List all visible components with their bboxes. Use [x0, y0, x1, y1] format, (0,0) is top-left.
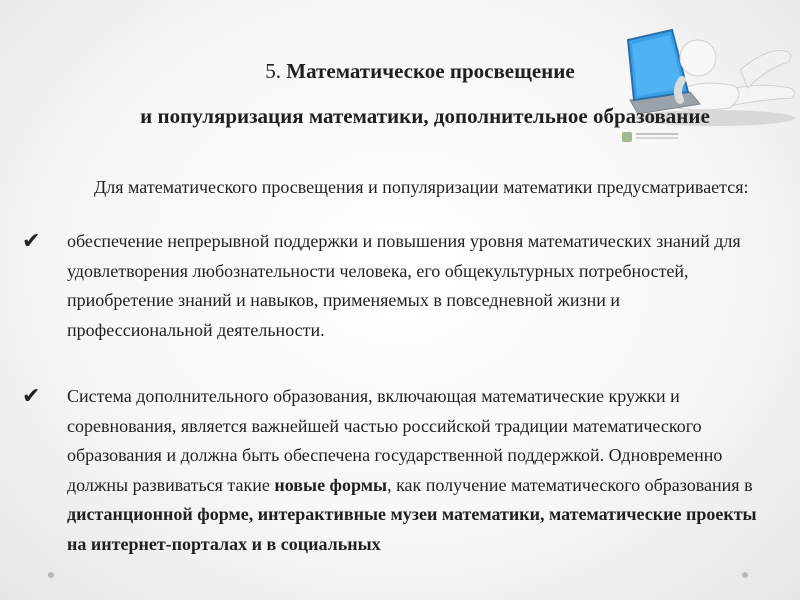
- bullet-text-1: обеспечение непрерывной поддержки и повышения уровня математических знаний для удовлетворения любознательности человека, его общекультурных потребностей, приобретение знаний и навыков, применяемых в повседневной жизни и профессиональной деятельности.: [67, 231, 741, 340]
- title-number: 5.: [265, 59, 282, 83]
- title-text: Математическое просвещение: [286, 59, 575, 83]
- checkmark-icon: ✔: [22, 384, 41, 409]
- bullet-2-part-1: Система дополнительного образования, включающая математические кружки и соревнования, является важнейшей частью российской традиции математического образования и должна быть обеспечена государственной поддержкой. Одновременно должны развиваться такие: [67, 386, 723, 495]
- bullet-2-bold-1: новые формы: [274, 474, 388, 495]
- intro-paragraph: Для математического просвещения и популяризации математики предусматривается:: [94, 177, 749, 197]
- slide-subtitle: и популяризация математики, дополнительное образование: [140, 104, 710, 128]
- decorative-dot: [742, 572, 748, 578]
- watermark-logo: [622, 130, 680, 146]
- checkmark-icon: ✔: [22, 229, 41, 254]
- slide-title: [0, 58, 800, 84]
- watermark-icon: [622, 132, 632, 142]
- bullet-2-bold-2: дистанционной форме, интерактивные музеи математики, математические проекты на интернет-порталах и в социальных: [67, 504, 757, 554]
- bullet-2-part-2: , как получение математического образования в: [387, 474, 753, 495]
- decorative-dot: [48, 572, 54, 578]
- bullet-text-2: [67, 382, 767, 559]
